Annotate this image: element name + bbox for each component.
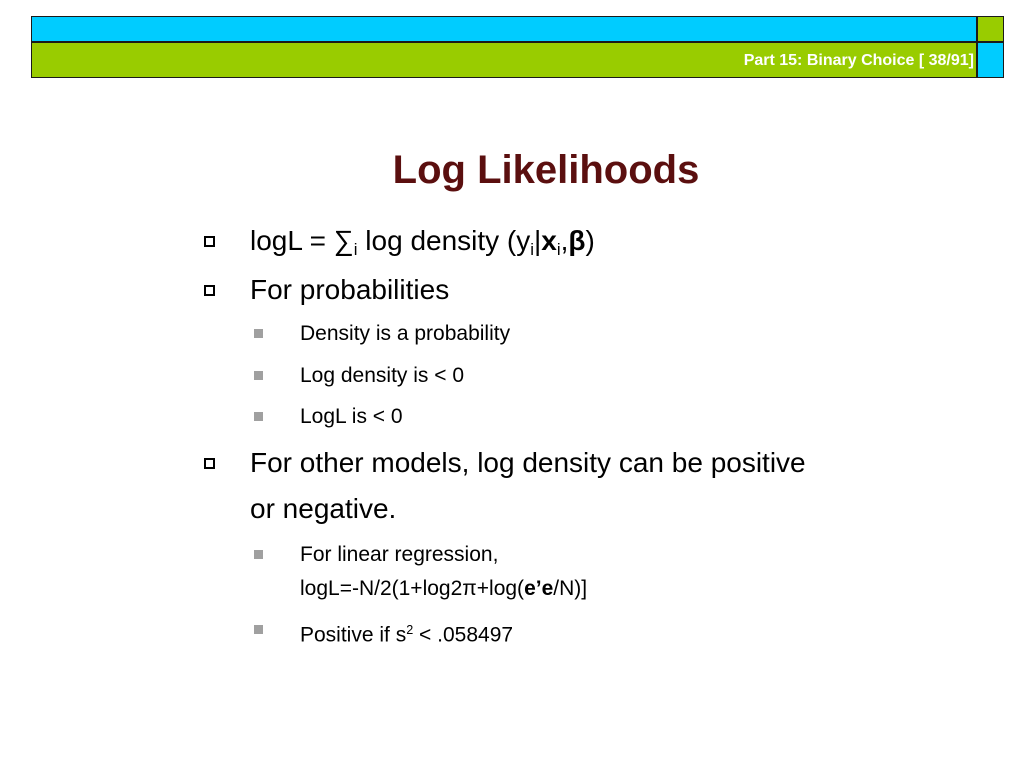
linear-regression-formula: logL=-N/2(1+log2π+log(e’e/N)] bbox=[300, 577, 588, 600]
bullet-text: $\log L = \sum_i$ log density $(y_i|x_i,\beta)$ bbox=[250, 225, 595, 260]
hollow-square-bullet-icon bbox=[204, 285, 215, 296]
filled-square-bullet-icon bbox=[254, 412, 263, 421]
slide-number: Part 15: Binary Choice [ 38/91] bbox=[743, 52, 974, 69]
header-cyan-band bbox=[31, 16, 977, 42]
header-corner-cyan bbox=[977, 42, 1004, 78]
filled-square-bullet-icon bbox=[254, 329, 263, 338]
header-corner-green bbox=[977, 16, 1004, 42]
hollow-square-bullet-icon bbox=[204, 236, 215, 247]
filled-square-bullet-icon bbox=[254, 625, 263, 634]
filled-square-bullet-icon bbox=[254, 371, 263, 380]
filled-square-bullet-icon bbox=[254, 550, 263, 559]
slide-title: Log Likelihoods bbox=[392, 148, 700, 192]
hollow-square-bullet-icon bbox=[204, 458, 215, 469]
